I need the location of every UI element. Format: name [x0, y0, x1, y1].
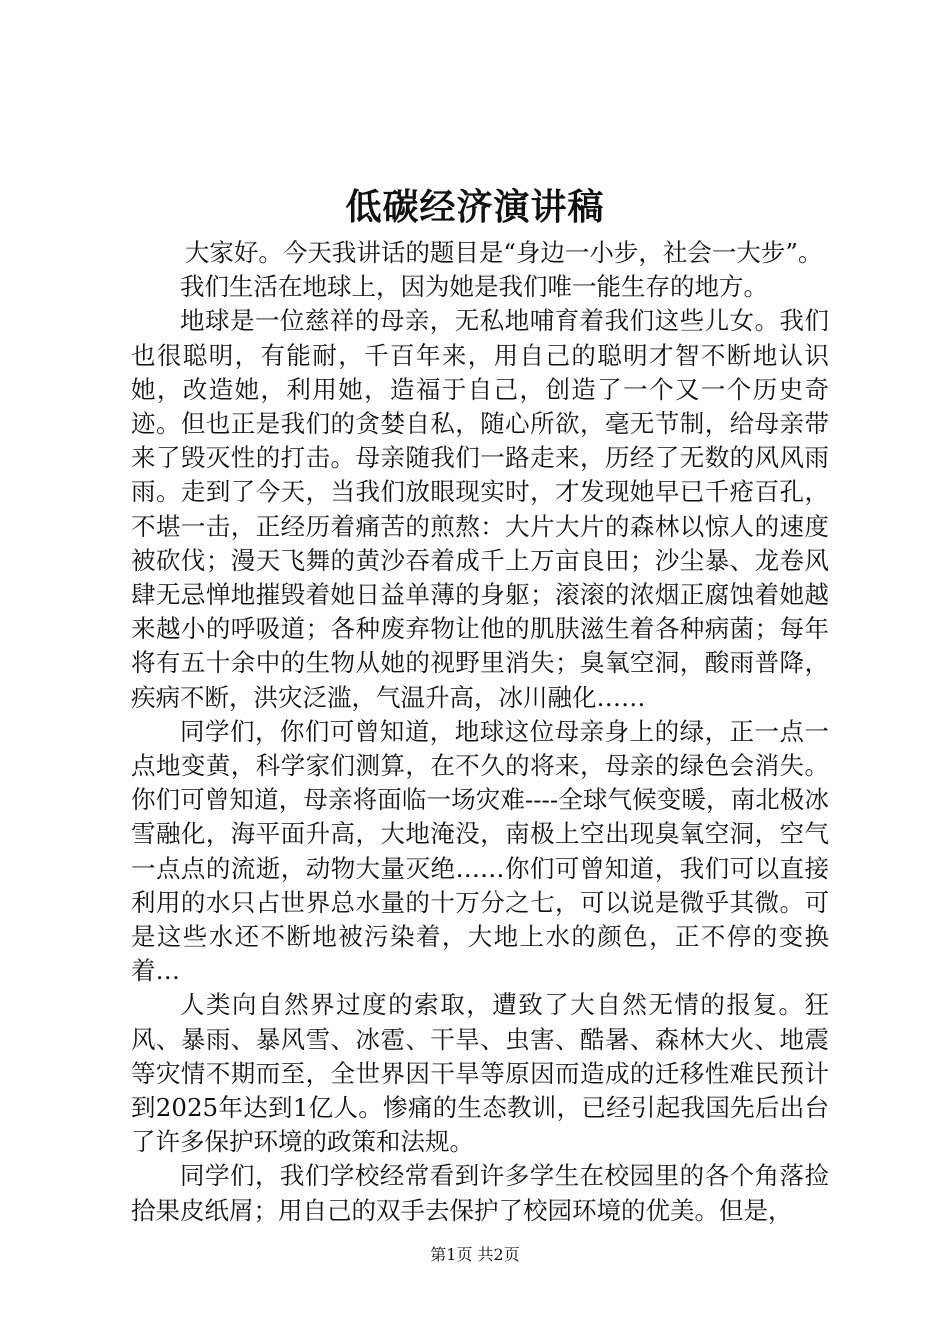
paragraph-2: 我们生活在地球上，因为她是我们唯一能生存的地方。 [180, 272, 768, 302]
paragraph-3: 地球是一位慈祥的母亲，无私地哺育着我们这些儿女。我们也很聪明，有能耐，千百年来，用自己的聪明才智不断地认识她，改造她，利用她，造福于自己，创造了一个又一个历史奇迹。但也正是我们的贪婪自私，随心所欲，毫无节制，给母亲带来了毁灭性的打击。母亲随我们一路走来，历经了无数的风风雨雨。走到了今天，当我们放眼现实时，才发现她早已千疮百孔，不堪一击，正经历着痛苦的煎熬：大片大片的森林以惊人的速度被砍伐；漫天飞舞的黄沙吞着成千上万亩良田；沙尘暴、龙卷风肆无忌惮地摧毁着她日益单薄的身躯；滚滚的浓烟正腐蚀着她越来越小的呼吸道；各种废弃物让他的肌肤滋生着各种病菌；每年将有五十余中的生物从她的视野里消失；臭氧空洞，酸雨普降，疾病不断，洪灾泛滥，气温升高，冰川融化…… [131, 306, 829, 712]
paragraph-4: 同学们，你们可曾知道，地球这位母亲身上的绿，正一点一点地变黄，科学家们测算，在不久的将来，母亲的绿色会消失。你们可曾知道，母亲将面临一场灾难----全球气候变暖，南北极冰雪融化，海平面升高，大地淹没，南极上空出现臭氧空洞，空气一点点的流逝，动物大量灭绝……你们可曾知道，我们可以直接利用的水只占世界总水量的十万分之七，可以说是微乎其微。可是这些水还不断地被污染着，大地上水的颜色，正不停的变换着… [131, 716, 829, 986]
paragraph-6: 同学们，我们学校经常看到许多学生在校园里的各个角落捡拾果皮纸屑；用自己的双手去保护了校园环境的优美。但是， [131, 1161, 829, 1225]
page-footer: 第1页 共2页 [430, 1245, 520, 1264]
document-body [131, 236, 829, 1228]
document-title: 低碳经济演讲稿 [345, 186, 605, 228]
paragraph-5: 人类向自然界过度的索取，遭致了大自然无情的报复。狂风、暴雨、暴风雪、冰雹、干旱、虫害、酷暑、森林大火、地震等灾情不期而至，全世界因干旱等原因而造成的迁移性难民预计到2025年达到1亿人。惨痛的生态教训，已经引起我国先后出台了许多保护环境的政策和法规。 [131, 990, 829, 1157]
paragraph-1: 大家好。今天我讲话的题目是“身边一小步，社会一大步”。 [184, 238, 823, 267]
